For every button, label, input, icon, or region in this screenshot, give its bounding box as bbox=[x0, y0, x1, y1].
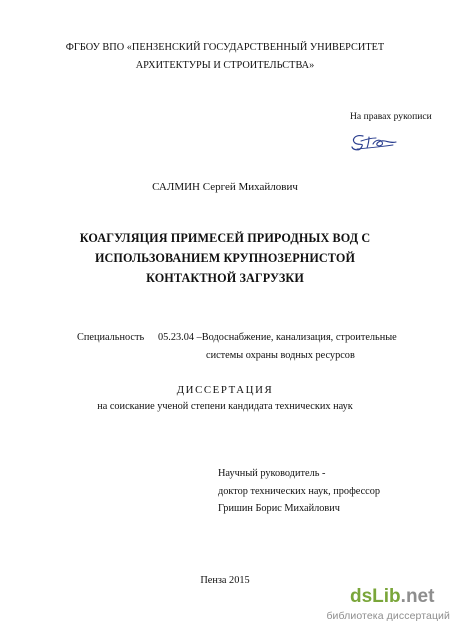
signature-image bbox=[349, 128, 399, 156]
city-year: Пенза 2015 bbox=[200, 575, 250, 586]
dslib-logo-gray: .net bbox=[400, 586, 435, 607]
author-name: САЛМИН Сергей Михайлович bbox=[152, 181, 298, 193]
degree-line: на соискание ученой степени кандидата технических наук bbox=[97, 401, 353, 412]
dslib-watermark bbox=[322, 586, 450, 637]
dissertation-title-line2: ИСПОЛЬЗОВАНИЕМ КРУПНОЗЕРНИСТОЙ bbox=[94, 251, 356, 265]
work-type: ДИССЕРТАЦИЯ bbox=[176, 384, 274, 396]
manuscript-rights-note: На правах рукописи bbox=[350, 111, 432, 122]
specialty-line1: 05.23.04 –Водоснабжение, канализация, строительные bbox=[158, 332, 397, 343]
dslib-caption: библиотека диссертаций bbox=[326, 610, 450, 622]
university-name-line2: АРХИТЕКТУРЫ И СТРОИТЕЛЬСТВА» bbox=[135, 60, 315, 71]
dissertation-title-line3: КОНТАКТНОЙ ЗАГРУЗКИ bbox=[146, 271, 304, 285]
supervisor-line1: Научный руководитель - bbox=[218, 468, 326, 479]
dissertation-title-line1: КОАГУЛЯЦИЯ ПРИМЕСЕЙ ПРИРОДНЫХ ВОД С bbox=[79, 231, 371, 245]
specialty-label: Специальность bbox=[77, 332, 145, 343]
dslib-logo-green: dsLib bbox=[350, 586, 401, 607]
specialty-line2: системы охраны водных ресурсов bbox=[206, 350, 355, 361]
dslib-logo bbox=[350, 586, 434, 608]
supervisor-line2: доктор технических наук, профессор bbox=[218, 486, 381, 497]
university-name-line1: ФГБОУ ВПО «ПЕНЗЕНСКИЙ ГОСУДАРСТВЕННЫЙ УНИВЕРСИТЕТ bbox=[65, 42, 385, 53]
supervisor-line3: Гришин Борис Михайлович bbox=[218, 503, 340, 514]
